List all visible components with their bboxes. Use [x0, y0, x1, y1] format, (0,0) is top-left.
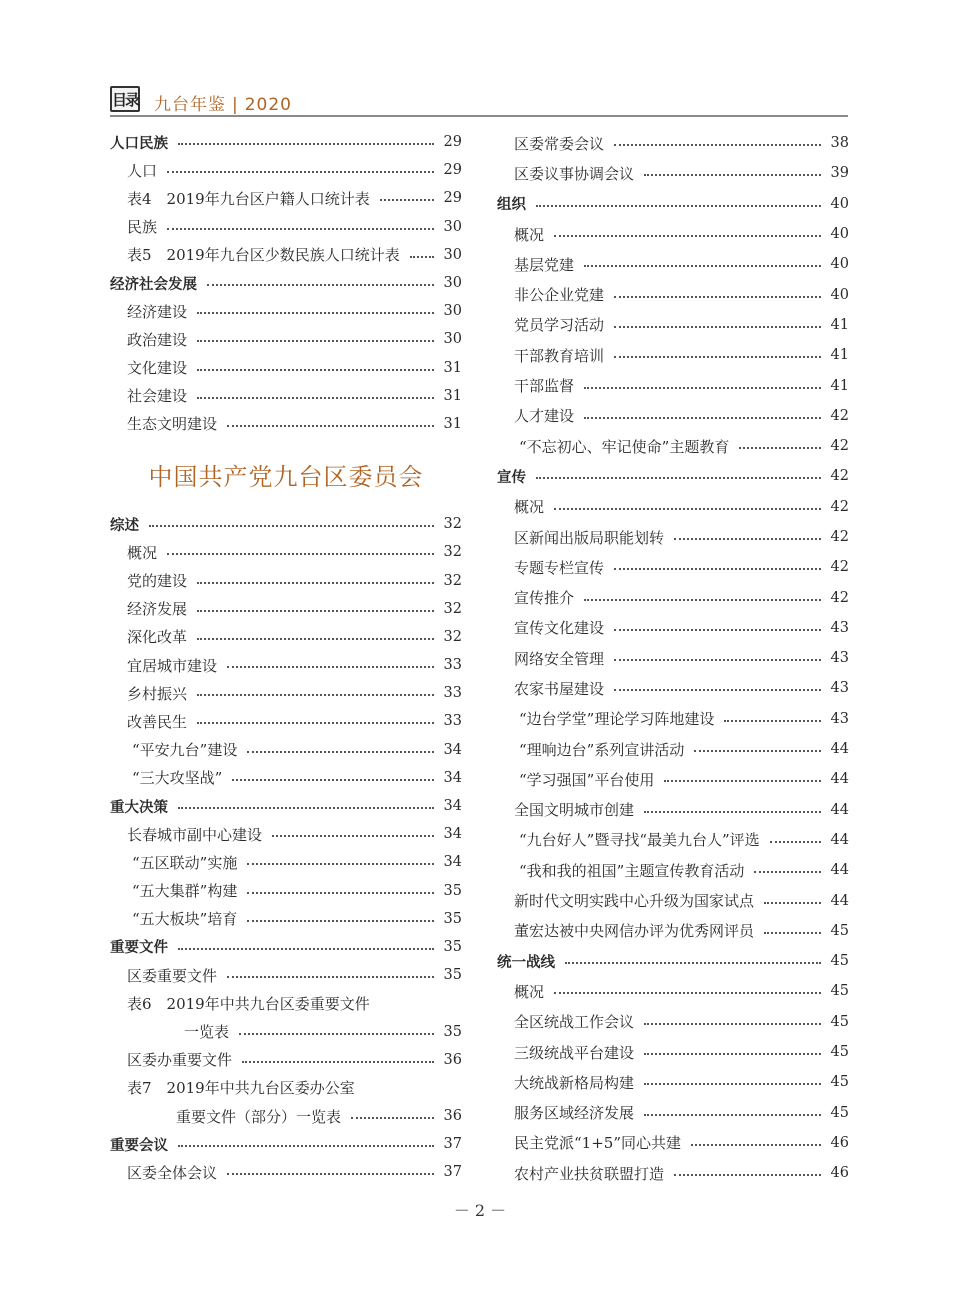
dot-leader — [584, 265, 821, 267]
toc-entry-page: 45 — [830, 1104, 849, 1121]
dot-leader — [694, 750, 821, 752]
toc-entry-page: 34 — [443, 854, 462, 871]
toc-entry[interactable] — [110, 623, 462, 651]
toc-entry-title: 重要文件（部分）一览表 — [176, 1107, 342, 1126]
toc-entry-title: 组织 — [497, 197, 526, 214]
toc-entry-page: 43 — [830, 619, 849, 636]
toc-entry[interactable] — [110, 1046, 462, 1074]
toc-entry-title: 生态文明建设 — [127, 415, 218, 434]
toc-entry-page: 44 — [830, 771, 849, 788]
toc-entry[interactable] — [497, 1098, 849, 1128]
toc-entry-title: 表6 2019年中共九台区委重要文件 — [127, 994, 370, 1013]
toc-entry-page: 38 — [830, 135, 849, 152]
toc-entry-title: 董宏达被中央网信办评为优秀网评员 — [514, 922, 755, 941]
dot-leader — [197, 638, 434, 640]
toc-entry-title: 区委办重要文件 — [127, 1051, 233, 1070]
toc-entry[interactable] — [110, 679, 462, 707]
toc-entry-title: 三级统战平台建设 — [514, 1043, 635, 1062]
toc-entry-page: 40 — [830, 256, 849, 273]
toc-entry-page: 42 — [830, 407, 849, 424]
toc-entry-page: 41 — [830, 377, 849, 394]
toc-entry[interactable] — [497, 461, 849, 491]
page-number: － 2 － — [453, 1201, 507, 1220]
toc-entry[interactable] — [497, 492, 849, 522]
toc-entry[interactable] — [497, 310, 849, 340]
toc-entry[interactable] — [497, 825, 849, 855]
dot-leader — [197, 722, 434, 724]
toc-entry-title: 概况 — [514, 225, 545, 244]
toc-entry-title: 经济建设 — [127, 302, 188, 321]
toc-entry[interactable] — [110, 1102, 462, 1130]
toc-entry-page: 46 — [830, 1134, 849, 1151]
toc-entry-title: 农村产业扶贫联盟打造 — [514, 1164, 665, 1183]
toc-entry[interactable] — [110, 510, 462, 538]
toc-entry-title: 民主党派“1+5”同心共建 — [514, 1134, 681, 1153]
dot-leader — [232, 779, 434, 781]
toc-entry-title: 区新闻出版局职能划转 — [514, 528, 665, 547]
toc-entry-page: 41 — [830, 316, 849, 333]
dot-leader — [536, 205, 821, 207]
toc-entry-title: 表5 2019年九台区少数民族人口统计表 — [127, 246, 400, 265]
dot-leader — [167, 171, 434, 173]
toc-entry[interactable] — [110, 848, 462, 876]
toc-entry-page: 40 — [830, 286, 849, 303]
toc-entry-title: 重大决策 — [110, 799, 168, 816]
dot-leader — [614, 629, 821, 631]
toc-entry[interactable] — [497, 764, 849, 794]
toc-entry-title: 社会建设 — [127, 387, 188, 406]
toc-entry-title: 重要文件 — [110, 940, 168, 957]
dot-leader — [167, 228, 434, 230]
toc-entry-title: 重要会议 — [110, 1137, 168, 1154]
toc-entry-title: 党的建设 — [127, 572, 188, 591]
toc-entry[interactable] — [110, 989, 462, 1017]
toc-entry-page: 35 — [443, 882, 462, 899]
dot-leader — [764, 932, 821, 934]
toc-entry-title: 概况 — [514, 498, 545, 517]
toc-entry-title: 综述 — [110, 517, 139, 534]
dot-leader — [197, 397, 434, 399]
toc-entry-page: 39 — [830, 165, 849, 182]
dot-leader — [536, 477, 821, 479]
dot-leader — [351, 1117, 434, 1119]
toc-entry-title: 区委议事协调会议 — [514, 164, 635, 183]
toc-entry-page: 33 — [443, 657, 462, 674]
toc-entry[interactable] — [497, 128, 849, 158]
toc-right-column — [497, 128, 849, 1188]
toc-entry-title: “边台学堂”理论学习阵地建设 — [519, 710, 715, 729]
dot-leader — [380, 199, 434, 201]
toc-entry-title: 长春城市副中心建设 — [127, 825, 263, 844]
dot-leader — [644, 174, 821, 176]
dot-leader — [197, 694, 434, 696]
toc-entry-page: 45 — [830, 1074, 849, 1091]
dot-leader — [242, 1061, 434, 1063]
toc-entry-title: 宣传 — [497, 469, 526, 486]
toc-group-left-top — [110, 128, 462, 438]
toc-entry-page: 44 — [830, 801, 849, 818]
toc-entry-title: “我和我的祖国”主题宣传教育活动 — [519, 861, 745, 880]
toc-entry[interactable] — [497, 1128, 849, 1158]
toc-entry-page: 45 — [830, 983, 849, 1000]
dot-leader — [247, 751, 434, 753]
toc-entry-page: 43 — [830, 680, 849, 697]
toc-entry-title: 人才建设 — [514, 407, 575, 426]
dot-leader — [674, 538, 821, 540]
toc-entry-title: 宣传文化建设 — [514, 619, 605, 638]
toc-entry-page: 31 — [443, 359, 462, 376]
dot-leader — [247, 892, 434, 894]
dot-leader — [614, 689, 821, 691]
toc-entry-page: 41 — [830, 347, 849, 364]
toc-entry-title: “学习强国”平台使用 — [519, 770, 655, 789]
toc-entry-title: “平安九台”建设 — [132, 741, 238, 760]
dot-leader — [644, 1053, 821, 1055]
dot-leader — [674, 1174, 821, 1176]
dot-leader — [197, 610, 434, 612]
toc-entry[interactable] — [497, 946, 849, 976]
toc-entry[interactable] — [110, 820, 462, 848]
toc-entry-page: 46 — [830, 1165, 849, 1182]
toc-entry[interactable] — [497, 552, 849, 582]
toc-entry[interactable] — [497, 522, 849, 552]
toc-entry-title: 表4 2019年九台区户籍人口统计表 — [127, 189, 370, 208]
toc-entry[interactable] — [497, 219, 849, 249]
toc-entry-page: 34 — [443, 769, 462, 786]
yearbook-name: 九台年鉴 — [154, 95, 226, 115]
dot-leader — [554, 235, 821, 237]
yearbook-year: 2020 — [244, 95, 292, 115]
running-header — [110, 84, 848, 116]
toc-entry-page: 44 — [830, 831, 849, 848]
toc-entry[interactable] — [110, 595, 462, 623]
toc-entry[interactable] — [497, 401, 849, 431]
contents-logo: 目录 — [110, 86, 140, 112]
toc-entry-title: 区委常委会议 — [514, 134, 605, 153]
dot-leader — [691, 1144, 821, 1146]
dot-leader — [149, 525, 434, 527]
toc-entry-page: 45 — [830, 953, 849, 970]
dot-leader — [554, 508, 821, 510]
toc-entry-title: 民族 — [127, 218, 158, 237]
toc-entry-page: 36 — [443, 1108, 462, 1125]
dot-leader — [644, 1083, 821, 1085]
toc-entry[interactable] — [110, 213, 462, 241]
toc-entry-page: 30 — [443, 218, 462, 235]
toc-entry-page: 40 — [830, 226, 849, 243]
toc-entry-page: 42 — [830, 529, 849, 545]
toc-entry[interactable] — [497, 855, 849, 885]
toc-entry[interactable] — [110, 297, 462, 325]
toc-entry[interactable] — [110, 241, 462, 269]
toc-entry-page: 30 — [443, 303, 462, 320]
dot-leader — [247, 863, 434, 865]
section-title: 中国共产党九台区委员会 — [148, 462, 424, 491]
toc-entry-page: 32 — [443, 544, 462, 561]
toc-entry-page: 35 — [443, 910, 462, 927]
toc-entry[interactable] — [497, 1158, 849, 1188]
toc-entry[interactable] — [497, 582, 849, 612]
toc-entry[interactable] — [110, 184, 462, 212]
toc-entry-page: 32 — [443, 600, 462, 617]
toc-entry[interactable] — [497, 885, 849, 915]
toc-entry-title: 表7 2019年中共九台区委办公室 — [127, 1079, 355, 1098]
dot-leader — [227, 425, 434, 427]
toc-entry-title: 干部教育培训 — [514, 346, 605, 365]
toc-entry-title: 人口民族 — [110, 135, 168, 152]
dot-leader — [764, 902, 821, 904]
dot-leader — [770, 841, 821, 843]
toc-entry[interactable] — [497, 431, 849, 461]
toc-entry-title: 宣传推介 — [514, 589, 575, 608]
toc-entry-page: 36 — [443, 1051, 462, 1068]
toc-entry-page: 42 — [830, 589, 849, 606]
toc-entry[interactable] — [497, 340, 849, 370]
toc-entry-title: 改善民生 — [127, 712, 188, 731]
toc-entry[interactable] — [110, 325, 462, 353]
toc-entry[interactable] — [497, 370, 849, 400]
toc-entry-title: 全区统战工作会议 — [514, 1013, 635, 1032]
dot-leader — [584, 599, 821, 601]
toc-entry[interactable] — [497, 279, 849, 309]
toc-entry-page: 44 — [830, 892, 849, 909]
toc-entry-title: “三大攻坚战” — [132, 769, 223, 788]
dot-leader — [178, 948, 434, 950]
toc-entry[interactable] — [110, 382, 462, 410]
dot-leader — [644, 1023, 821, 1025]
dot-leader — [178, 807, 434, 809]
toc-entry-title: 区委重要文件 — [127, 966, 218, 985]
toc-entry[interactable] — [110, 933, 462, 961]
toc-entry-title: 深化改革 — [127, 628, 188, 647]
toc-entry-page: 42 — [830, 438, 849, 455]
toc-entry[interactable] — [110, 877, 462, 905]
dot-leader — [272, 835, 434, 837]
toc-entry-page: 45 — [830, 1044, 849, 1061]
toc-entry-title: “五大集群”构建 — [132, 882, 238, 901]
toc-entry-title: “五区联动”实施 — [132, 853, 238, 872]
toc-entry-title: 服务区域经济发展 — [514, 1104, 635, 1123]
toc-entry-page: 37 — [443, 1164, 462, 1181]
toc-entry-title: 新时代文明实践中心升级为国家试点 — [514, 892, 755, 911]
dot-leader — [754, 871, 821, 873]
toc-entry[interactable] — [497, 158, 849, 188]
toc-entry-page: 30 — [443, 275, 462, 292]
toc-entry-title: 宜居城市建设 — [127, 656, 218, 675]
toc-entry[interactable] — [110, 156, 462, 184]
toc-entry-page: 43 — [830, 710, 849, 727]
toc-entry-page: 45 — [830, 922, 849, 939]
toc-entry-title: 干部监督 — [514, 377, 575, 396]
toc-entry-title: 大统战新格局构建 — [514, 1073, 635, 1092]
toc-entry-title: 经济社会发展 — [110, 276, 197, 293]
toc-entry-page: 31 — [443, 387, 462, 404]
toc-entry-title: “不忘初心、牢记使命”主题教育 — [519, 437, 730, 456]
dot-leader — [178, 1145, 434, 1147]
toc-entry-title: 农家书屋建设 — [514, 679, 605, 698]
toc-entry[interactable] — [110, 1158, 462, 1186]
toc-entry-page: 33 — [443, 685, 462, 702]
toc-entry-title: 乡村振兴 — [127, 684, 188, 703]
toc-entry-page: 29 — [443, 190, 462, 207]
toc-entry[interactable] — [110, 1130, 462, 1158]
dot-leader — [644, 811, 821, 813]
toc-entry[interactable] — [110, 764, 462, 792]
toc-entry-title: 概况 — [514, 982, 545, 1001]
dot-leader — [724, 720, 821, 722]
toc-entry-page: 29 — [443, 162, 462, 179]
toc-entry-page: 42 — [830, 559, 849, 576]
toc-entry-title: 非公企业党建 — [514, 286, 605, 305]
toc-entry[interactable] — [110, 128, 462, 156]
toc-entry-page: 32 — [443, 572, 462, 589]
dot-leader — [178, 143, 434, 145]
book-title — [154, 90, 292, 115]
toc-left-column — [110, 128, 462, 1187]
dot-leader — [584, 387, 821, 389]
dot-leader — [227, 1173, 434, 1175]
toc-entry-title: 全国文明城市创建 — [514, 801, 635, 820]
toc-entry[interactable] — [110, 1017, 462, 1045]
dot-leader — [614, 568, 821, 570]
dot-leader — [197, 312, 434, 314]
dot-leader — [614, 296, 821, 298]
toc-entry-page: 29 — [443, 134, 462, 151]
toc-entry-page: 34 — [443, 741, 462, 758]
toc-group-left-bottom — [110, 510, 462, 1187]
toc-entry[interactable] — [497, 795, 849, 825]
dot-leader — [410, 256, 434, 258]
dot-leader — [227, 666, 434, 668]
toc-entry[interactable] — [110, 410, 462, 438]
toc-entry-page: 31 — [443, 415, 462, 432]
toc-entry-page: 43 — [830, 650, 849, 667]
toc-entry-title: 文化建设 — [127, 359, 188, 378]
header-rule — [110, 115, 848, 117]
toc-entry-page: 33 — [443, 713, 462, 730]
toc-entry[interactable] — [110, 961, 462, 989]
toc-entry-title: 基层党建 — [514, 255, 575, 274]
toc-entry-title: 网络安全管理 — [514, 649, 605, 668]
toc-entry[interactable] — [110, 1074, 462, 1102]
toc-entry-title: “理响边台”系列宣讲活动 — [519, 740, 685, 759]
dot-leader — [197, 582, 434, 584]
toc-entry[interactable] — [497, 1067, 849, 1097]
toc-entry-page: 35 — [443, 967, 462, 984]
toc-entry-title: 政治建设 — [127, 330, 188, 349]
toc-entry-title: 党员学习活动 — [514, 316, 605, 335]
title-separator: | — [232, 95, 239, 115]
toc-entry-title: 区委全体会议 — [127, 1163, 218, 1182]
toc-entry-title: “五大板块”培育 — [132, 910, 238, 929]
dot-leader — [247, 920, 434, 922]
dot-leader — [739, 447, 821, 449]
toc-entry-page: 37 — [443, 1136, 462, 1153]
toc-entry-page: 34 — [443, 826, 462, 843]
toc-entry-title: 一览表 — [184, 1023, 230, 1042]
toc-entry-page: 34 — [443, 798, 462, 815]
toc-entry-page: 35 — [443, 1023, 462, 1040]
dot-leader — [664, 780, 821, 782]
dot-leader — [614, 356, 821, 358]
dot-leader — [644, 1114, 821, 1116]
dot-leader — [614, 144, 821, 146]
dot-leader — [227, 976, 434, 978]
toc-entry-page: 42 — [830, 468, 849, 485]
dot-leader — [197, 369, 434, 371]
toc-entry[interactable] — [497, 189, 849, 219]
toc-entry-title: “九台好人”暨寻找“最美九台人”评选 — [519, 831, 760, 850]
toc-entry-title: 人口 — [127, 161, 158, 180]
toc-entry-title: 经济发展 — [127, 600, 188, 619]
toc-entry-page: 45 — [830, 1013, 849, 1030]
toc-entry[interactable] — [497, 976, 849, 1006]
toc-entry[interactable] — [497, 249, 849, 279]
toc-entry[interactable] — [110, 566, 462, 594]
toc-entry[interactable] — [110, 707, 462, 735]
dot-leader — [207, 284, 434, 286]
toc-entry[interactable] — [497, 704, 849, 734]
toc-entry[interactable] — [110, 269, 462, 297]
toc-entry-page: 44 — [830, 741, 849, 758]
toc-entry-title: 统一战线 — [497, 954, 555, 971]
toc-entry[interactable] — [110, 538, 462, 566]
dot-leader — [614, 659, 821, 661]
toc-entry[interactable] — [497, 643, 849, 673]
toc-entry[interactable] — [110, 651, 462, 679]
dot-leader — [197, 340, 434, 342]
toc-entry[interactable] — [497, 734, 849, 764]
toc-entry-page: 32 — [443, 516, 462, 533]
toc-entry[interactable] — [110, 736, 462, 764]
toc-entry[interactable] — [110, 354, 462, 382]
toc-entry-page: 32 — [443, 628, 462, 645]
toc-entry[interactable] — [110, 792, 462, 820]
toc-entry[interactable] — [497, 916, 849, 946]
toc-entry-title: 专题专栏宣传 — [514, 558, 605, 577]
dot-leader — [584, 417, 821, 419]
dot-leader — [614, 326, 821, 328]
toc-entry-page: 35 — [443, 938, 462, 955]
toc-entry[interactable] — [110, 905, 462, 933]
toc-entry-page: 30 — [443, 246, 462, 263]
toc-entry[interactable] — [497, 673, 849, 703]
toc-group-right — [497, 128, 849, 1188]
dot-leader — [554, 992, 821, 994]
toc-entry[interactable] — [497, 1007, 849, 1037]
dot-leader — [167, 553, 434, 555]
toc-entry-page: 42 — [830, 498, 849, 515]
toc-entry-page: 30 — [443, 331, 462, 348]
toc-entry[interactable] — [497, 613, 849, 643]
toc-entry-page: 40 — [830, 195, 849, 212]
dot-leader — [565, 962, 821, 964]
dot-leader — [239, 1033, 434, 1035]
toc-entry-page: 44 — [830, 862, 849, 879]
toc-entry-title: 概况 — [127, 543, 158, 562]
toc-entry[interactable] — [497, 1037, 849, 1067]
